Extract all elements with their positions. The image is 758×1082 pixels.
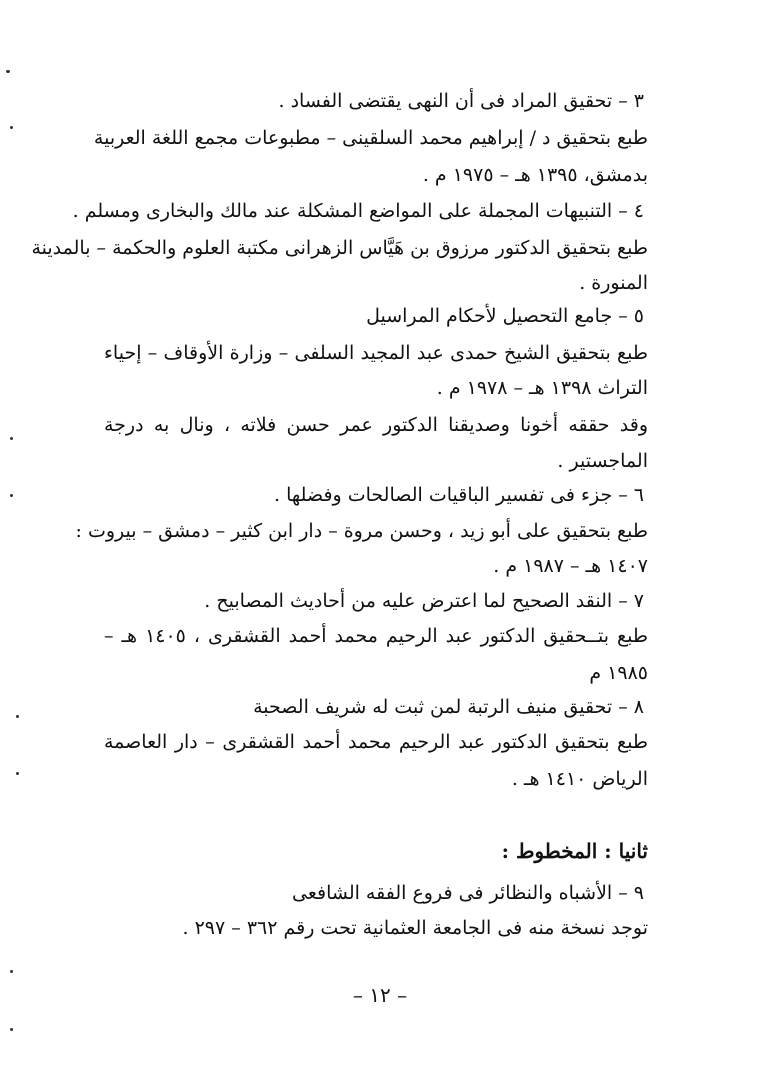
entry-4-details: طبع بتحقيق الدكتور مرزوق بن هَيَّاس الزهرانى مكتبة العلوم والحكمة – بالمدينة xyxy=(31,237,648,259)
entry-3-title: ٣ – تحقيق المراد فى أن النهى يقتضى الفساد . xyxy=(278,90,644,112)
scan-speck xyxy=(10,494,13,497)
entry-4-details-cont: المنورة . xyxy=(579,272,648,294)
entry-5-title: ٥ – جامع التحصيل لأحكام المراسيل xyxy=(366,305,644,327)
scan-speck xyxy=(10,437,13,440)
entry-5-details: طبع بتحقيق الشيخ حمدى عبد المجيد السلفى – وزارة الأوقاف – إحياء xyxy=(104,342,648,364)
scan-speck xyxy=(10,126,13,129)
entry-8-title: ٨ – تحقيق منيف الرتبة لمن ثبت له شريف الصحبة xyxy=(253,696,644,718)
entry-6-title: ٦ – جزء فى تفسير الباقيات الصالحات وفضلها . xyxy=(274,484,644,506)
scan-speck xyxy=(6,70,10,73)
scan-speck xyxy=(16,772,19,775)
entry-9-details: توجد نسخة منه فى الجامعة العثمانية تحت رقم ٣٦٢ – ٢٩٧ . xyxy=(182,917,648,939)
entry-6-details: طبع بتحقيق على أبو زيد ، وحسن مروة – دار ابن كثير – دمشق – بيروت : xyxy=(75,520,648,542)
entry-6-details-cont: ١٤٠٧ هـ – ١٩٨٧ م . xyxy=(493,555,648,577)
entry-4-title: ٤ – التنبيهات المجملة على المواضع المشكلة عند مالك والبخارى ومسلم . xyxy=(72,200,644,222)
entry-7-details-cont: ١٩٨٥ م xyxy=(589,662,648,684)
page-number: – ١٢ – xyxy=(352,983,408,1007)
scan-speck xyxy=(10,1028,13,1031)
entry-8-details-cont: الرياض ١٤١٠ هـ . xyxy=(511,768,648,790)
entry-7-details: طبع بتــحقيق الدكتور عبد الرحيم محمد أحمد القشقرى ، ١٤٠٥ هـ – xyxy=(104,625,648,647)
entry-8-details: طبع بتحقيق الدكتور عبد الرحيم محمد أحمد القشقرى – دار العاصمة xyxy=(104,731,648,753)
entry-9-title: ٩ – الأشباه والنظائر فى فروع الفقه الشافعى xyxy=(292,882,644,904)
section-heading-manuscripts: ثانيا : المخطوط : xyxy=(501,839,648,863)
entry-5-note: وقد حققه أخونا وصديقنا الدكتور عمر حسن فلاته ، ونال به درجة xyxy=(104,414,648,436)
entry-7-title: ٧ – النقد الصحيح لما اعترض عليه من أحاديث المصابيح . xyxy=(204,590,644,612)
scan-speck xyxy=(16,715,19,718)
entry-5-note-cont: الماجستير . xyxy=(557,450,648,472)
entry-3-details-cont: بدمشق، ١٣٩٥ هـ – ١٩٧٥ م . xyxy=(422,164,648,186)
scan-speck xyxy=(10,970,13,973)
entry-5-details-cont: التراث ١٣٩٨ هـ – ١٩٧٨ م . xyxy=(436,377,648,399)
entry-3-details: طبع بتحقيق د / إبراهيم محمد السلقينى – مطبوعات مجمع اللغة العربية xyxy=(93,127,648,149)
